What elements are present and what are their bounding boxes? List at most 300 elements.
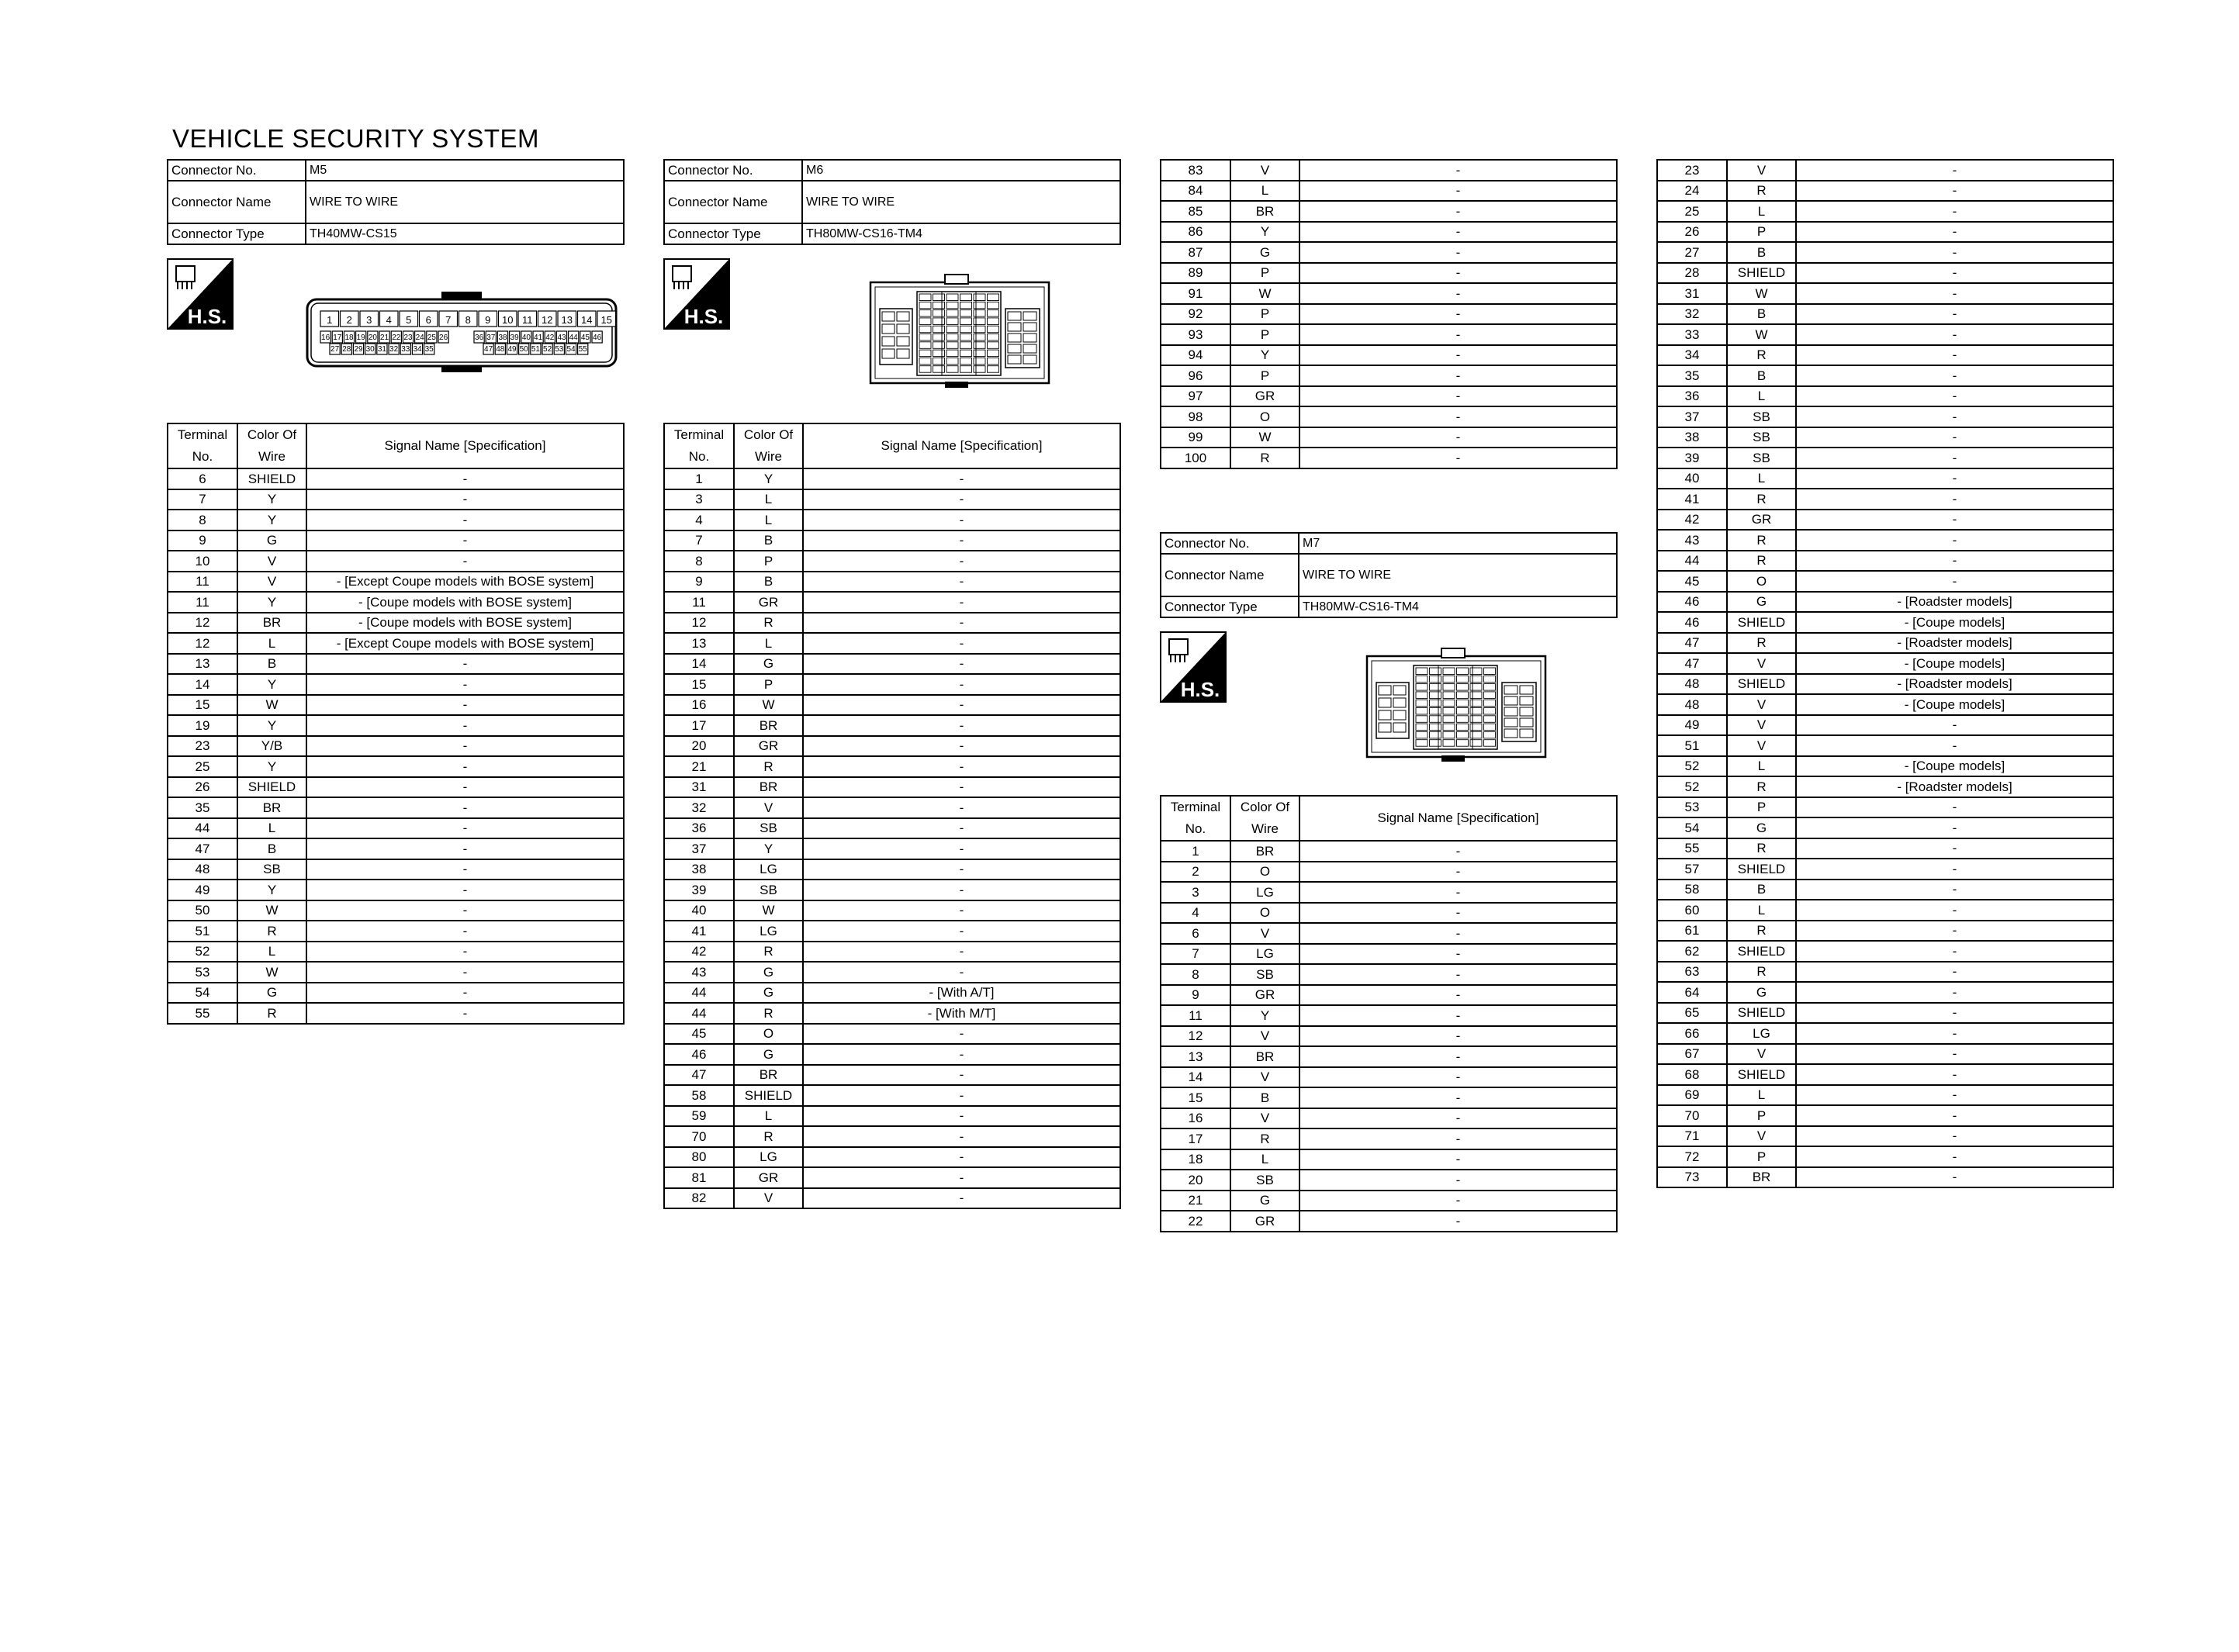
wire-color-cell: Y <box>237 756 306 777</box>
wire-color-cell: W <box>1230 427 1299 448</box>
pin-cavity <box>1443 708 1455 715</box>
wire-color-cell: V <box>734 797 803 818</box>
pin-cavity <box>1379 686 1391 695</box>
pin-cavity <box>974 342 985 349</box>
terminal-no-cell: 39 <box>664 880 734 900</box>
pin-number: 48 <box>496 345 505 354</box>
terminal-no-cell: 28 <box>1657 263 1727 284</box>
terminal-no-cell: 21 <box>1161 1191 1230 1211</box>
signal-name-cell: - <box>803 1106 1120 1127</box>
pin-cavity <box>933 334 945 341</box>
terminal-no-cell: 44 <box>664 983 734 1004</box>
table-row <box>1657 817 2113 838</box>
wire-color-cell: GR <box>1230 386 1299 407</box>
wire-color-cell: G <box>1727 817 1796 838</box>
table-row <box>1657 551 2113 572</box>
terminal-no-cell: 13 <box>1161 1046 1230 1067</box>
wire-color-cell: BR <box>734 777 803 798</box>
table-row <box>1657 880 2113 900</box>
terminal-no-cell: 47 <box>168 838 237 859</box>
m6-connector-diagram <box>869 271 1050 393</box>
wire-color-cell: G <box>1230 1191 1299 1211</box>
table-row <box>1657 201 2113 222</box>
wire-color-cell: V <box>1230 160 1299 181</box>
terminal-no-cell: 21 <box>664 756 734 777</box>
pin-number: 3 <box>366 314 372 326</box>
pin-cavity <box>946 342 958 349</box>
table-row <box>1161 427 1617 448</box>
m6-terminal-table <box>663 423 1121 1209</box>
terminal-no-cell: 11 <box>168 592 237 613</box>
pin-number: 23 <box>403 334 413 342</box>
connector-type-label: Connector Type <box>168 223 306 244</box>
pin-cavity <box>1443 724 1455 731</box>
pin-cavity <box>1470 668 1482 675</box>
m6-connector-no: M6 <box>802 160 1120 181</box>
wire-color-cell: L <box>734 489 803 510</box>
table-row <box>664 489 1120 510</box>
terminal-no-cell: 20 <box>664 736 734 757</box>
table-row <box>1657 838 2113 859</box>
signal-name-cell: - <box>1796 571 2113 592</box>
wire-color-cell: B <box>1727 304 1796 325</box>
wire-color-cell: V <box>237 551 306 572</box>
terminal-no-cell: 67 <box>1657 1044 1727 1065</box>
m5-terminal-table <box>167 423 625 1025</box>
wire-color-cell: SHIELD <box>1727 1064 1796 1085</box>
terminal-no-cell: 25 <box>168 756 237 777</box>
pin-cavity <box>1416 692 1427 699</box>
signal-name-cell: - <box>306 859 624 880</box>
terminal-no-cell: 69 <box>1657 1085 1727 1106</box>
pin-cavity <box>1443 740 1455 747</box>
table-row <box>168 674 624 695</box>
table-row <box>1657 674 2113 695</box>
table-row <box>1657 181 2113 202</box>
terminal-no-cell: 44 <box>1657 551 1727 572</box>
table-row <box>168 838 624 859</box>
signal-name-cell: - <box>803 736 1120 757</box>
pin-number: 40 <box>521 334 531 342</box>
pin-cavity <box>1008 344 1021 353</box>
pin-cavity <box>1520 696 1533 705</box>
table-row <box>168 510 624 531</box>
signal-name-cell: - <box>1796 551 2113 572</box>
signal-name-cell: - <box>306 695 624 716</box>
table-row <box>664 818 1120 839</box>
signal-name-cell: - <box>803 921 1120 942</box>
terminal-no-cell: 68 <box>1657 1064 1727 1085</box>
terminal-no-cell: 49 <box>1657 715 1727 736</box>
signal-name-cell: - <box>1796 715 2113 736</box>
wire-color-cell: R <box>1727 530 1796 551</box>
signal-name-cell: - <box>306 468 624 489</box>
pin-cavity <box>1470 731 1482 738</box>
signal-name-cell: - <box>803 510 1120 531</box>
terminal-no-cell: 39 <box>1657 448 1727 468</box>
table-row <box>664 942 1120 963</box>
table-row <box>664 1024 1120 1045</box>
terminal-no-cell: 50 <box>168 900 237 921</box>
terminal-no-cell: 89 <box>1161 263 1230 284</box>
wire-color-cell: L <box>237 633 306 654</box>
pin-number: 39 <box>510 334 519 342</box>
wire-color-cell: R <box>1727 962 1796 983</box>
table-row <box>664 797 1120 818</box>
wire-color-cell: O <box>734 1024 803 1045</box>
wire-color-cell: P <box>1727 1105 1796 1126</box>
wire-color-cell: SHIELD <box>1727 263 1796 284</box>
pin-cavity <box>1379 723 1391 732</box>
table-row <box>1657 633 2113 654</box>
signal-name-cell: - <box>803 859 1120 880</box>
table-row <box>1657 694 2113 715</box>
table-row <box>664 654 1120 675</box>
signal-name-cell: - <box>803 1126 1120 1147</box>
wire-color-cell: W <box>734 900 803 921</box>
terminal-no-cell: 48 <box>168 859 237 880</box>
wire-color-cell: G <box>734 654 803 675</box>
terminal-no-cell: 34 <box>1657 345 1727 366</box>
pin-number: 35 <box>424 345 434 354</box>
pin-cavity <box>1430 692 1441 699</box>
terminal-no-cell: 54 <box>1657 817 1727 838</box>
pin-cavity <box>1504 707 1517 716</box>
pin-number: 50 <box>519 345 528 354</box>
pin-cavity <box>933 366 945 373</box>
wire-color-cell: R <box>237 1003 306 1024</box>
wire-color-cell: G <box>237 983 306 1004</box>
wire-color-cell: R <box>734 613 803 634</box>
pin-cavity <box>1430 668 1441 675</box>
signal-name-cell: - <box>306 797 624 818</box>
table-row <box>1657 1044 2113 1065</box>
terminal-no-cell: 51 <box>1657 735 1727 756</box>
signal-name-cell: - <box>1299 903 1617 924</box>
table-row <box>664 962 1120 983</box>
wire-color-cell: BR <box>1230 841 1299 862</box>
pin-cavity <box>1457 708 1469 715</box>
terminal-no-cell: 94 <box>1161 345 1230 366</box>
pin-cavity <box>882 349 895 358</box>
pin-cavity <box>1393 723 1406 732</box>
terminal-no-cell: 62 <box>1657 941 1727 962</box>
signal-name-cell: - <box>306 510 624 531</box>
table-row <box>664 1065 1120 1086</box>
pin-cavity <box>1484 716 1496 723</box>
signal-name-cell: - <box>803 818 1120 839</box>
pin-cavity <box>1023 355 1036 364</box>
pin-cavity <box>919 342 931 349</box>
pin-cavity <box>1430 716 1441 723</box>
pin-cavity <box>1023 344 1036 353</box>
pin-cavity <box>1457 740 1469 747</box>
signal-name-cell: - <box>1796 448 2113 468</box>
pin-cavity <box>1470 676 1482 683</box>
connector-no-label: Connector No. <box>168 160 306 181</box>
table-row <box>168 572 624 593</box>
terminal-no-cell: 25 <box>1657 201 1727 222</box>
connector-latch <box>1441 755 1465 762</box>
wire-color-cell: B <box>1727 242 1796 263</box>
table-row <box>664 1003 1120 1024</box>
terminal-no-cell: 11 <box>168 572 237 593</box>
terminal-no-cell: 54 <box>168 983 237 1004</box>
pin-cavity <box>1443 716 1455 723</box>
signal-name-cell: - <box>1796 201 2113 222</box>
wire-color-cell: LG <box>734 1147 803 1168</box>
wire-color-cell: B <box>734 531 803 551</box>
wire-color-cell: GR <box>1727 510 1796 531</box>
table-row <box>1161 345 1617 366</box>
table-row <box>1657 1023 2113 1044</box>
pin-cavity <box>960 366 972 373</box>
signal-name-cell: - <box>803 880 1120 900</box>
pin-cavity <box>1520 686 1533 694</box>
table-row <box>664 551 1120 572</box>
table-row <box>168 962 624 983</box>
signal-name-cell: - <box>1299 160 1617 181</box>
pin-cavity <box>919 358 931 365</box>
pin-number: 51 <box>531 345 540 354</box>
terminal-no-cell: 44 <box>664 1003 734 1024</box>
wire-color-cell: BR <box>237 797 306 818</box>
signal-name-cell: - <box>306 900 624 921</box>
wire-color-cell: LG <box>734 859 803 880</box>
signal-name-cell: - <box>1796 510 2113 531</box>
terminal-no-cell: 8 <box>168 510 237 531</box>
terminal-no-cell: 17 <box>1161 1128 1230 1149</box>
pin-cavity <box>1393 698 1406 707</box>
table-row <box>1161 964 1617 985</box>
wire-color-cell: P <box>1727 222 1796 243</box>
table-row <box>664 572 1120 593</box>
signal-name-cell: - <box>1796 1105 2113 1126</box>
wire-color-cell: B <box>1230 1087 1299 1108</box>
m7-connector-name: WIRE TO WIRE <box>1299 554 1617 596</box>
signal-name-cell: - <box>803 715 1120 736</box>
pin-cavity <box>974 294 985 301</box>
wire-color-cell: V <box>1727 715 1796 736</box>
pin-cavity <box>933 310 945 317</box>
wire-color-cell: V <box>1230 1026 1299 1047</box>
pin-cavity <box>1470 716 1482 723</box>
pin-cavity <box>988 366 999 373</box>
signal-name-cell: - <box>306 654 624 675</box>
pin-number: 26 <box>439 334 448 342</box>
wire-color-cell: R <box>1727 181 1796 202</box>
wire-color-cell: R <box>734 756 803 777</box>
signal-name-cell: - <box>1299 862 1617 883</box>
terminal-no-cell: 72 <box>1657 1146 1727 1167</box>
terminal-no-cell: 3 <box>1161 882 1230 903</box>
signal-name-cell: - <box>803 468 1120 489</box>
wire-color-cell: R <box>1230 448 1299 468</box>
pin-cavity <box>1484 676 1496 683</box>
wire-color-cell: G <box>237 531 306 551</box>
pin-cavity <box>919 310 931 317</box>
table-row <box>1657 530 2113 551</box>
signal-name-cell: - <box>1796 921 2113 942</box>
wire-color-cell: R <box>1727 633 1796 654</box>
pin-cavity <box>1520 707 1533 716</box>
signal-name-cell: - <box>803 592 1120 613</box>
signal-name-cell: - [Coupe models] <box>1796 694 2113 715</box>
signal-name-cell: - <box>1796 1023 2113 1044</box>
pin-cavity <box>897 324 909 334</box>
pin-cavity <box>919 366 931 373</box>
pin-cavity <box>933 350 945 357</box>
pin-cavity <box>919 350 931 357</box>
terminal-no-cell: 98 <box>1161 406 1230 427</box>
m6-connector-name: WIRE TO WIRE <box>802 181 1120 223</box>
pin-cavity <box>1457 731 1469 738</box>
table-row <box>664 531 1120 551</box>
terminal-no-cell: 8 <box>664 551 734 572</box>
table-row <box>1161 201 1617 222</box>
pin-cavity <box>1457 724 1469 731</box>
connector-name-label: Connector Name <box>664 181 802 223</box>
signal-name-cell: - <box>1299 324 1617 345</box>
signal-name-cell: - <box>306 756 624 777</box>
signal-name-cell: - <box>1796 365 2113 386</box>
pin-cavity <box>897 312 909 321</box>
signal-name-cell: - <box>803 1167 1120 1188</box>
signal-name-cell: - <box>1299 427 1617 448</box>
pin-cavity <box>1008 323 1021 331</box>
signal-name-cell: - <box>1299 1046 1617 1067</box>
signal-name-header: Signal Name [Specification] <box>1299 796 1617 841</box>
signal-name-cell: - [Roadster models] <box>1796 674 2113 695</box>
table-row <box>1161 242 1617 263</box>
wire-color-cell: SB <box>1230 1170 1299 1191</box>
signal-name-cell: - <box>1299 1191 1617 1211</box>
terminal-no-cell: 12 <box>168 633 237 654</box>
pin-cavity <box>1443 731 1455 738</box>
signal-name-cell: - [Coupe models] <box>1796 612 2113 633</box>
signal-name-cell: - <box>306 674 624 695</box>
wire-color-cell: L <box>1727 386 1796 407</box>
pin-cavity <box>1484 692 1496 699</box>
terminal-no-cell: 80 <box>664 1147 734 1168</box>
table-row <box>1657 489 2113 510</box>
terminal-no-cell: 9 <box>168 531 237 551</box>
table-row <box>1657 797 2113 818</box>
signal-name-cell: - <box>1299 1108 1617 1129</box>
pin-number: 36 <box>475 334 484 342</box>
terminal-no-cell: 45 <box>1657 571 1727 592</box>
signal-name-cell: - <box>1796 1167 2113 1188</box>
table-row <box>1657 921 2113 942</box>
m5-connector-diagram <box>305 289 618 379</box>
terminal-no-cell: 53 <box>168 962 237 983</box>
terminal-no-cell: 13 <box>664 633 734 654</box>
signal-name-cell: - <box>1299 1170 1617 1191</box>
m6-connector-type: TH80MW-CS16-TM4 <box>802 223 1120 244</box>
pin-cavity <box>960 326 972 333</box>
pin-number: 52 <box>543 345 552 354</box>
signal-name-cell: - <box>1299 923 1617 944</box>
table-row <box>168 736 624 757</box>
pin-cavity <box>1430 708 1441 715</box>
terminal-no-cell: 31 <box>1657 283 1727 304</box>
m5-connector-name: WIRE TO WIRE <box>306 181 624 223</box>
pin-cavity <box>1416 724 1427 731</box>
wire-color-cell: SB <box>1727 406 1796 427</box>
pin-number: 49 <box>507 345 517 354</box>
terminal-no-cell: 6 <box>168 468 237 489</box>
pin-cavity <box>946 334 958 341</box>
table-row <box>1161 1087 1617 1108</box>
signal-name-cell: - <box>306 1003 624 1024</box>
pin-cavity <box>1416 731 1427 738</box>
pin-number: 4 <box>386 314 392 326</box>
signal-name-cell: - <box>306 838 624 859</box>
signal-name-cell: - <box>1796 1085 2113 1106</box>
signal-name-cell: - <box>1299 222 1617 243</box>
terminal-no-cell: 70 <box>1657 1105 1727 1126</box>
terminal-no-cell: 12 <box>664 613 734 634</box>
terminal-no-cell: 46 <box>1657 592 1727 613</box>
terminal-no-cell: 7 <box>1161 944 1230 965</box>
pin-cavity <box>1484 731 1496 738</box>
terminal-no-cell: 4 <box>1161 903 1230 924</box>
signal-name-cell: - [Roadster models] <box>1796 633 2113 654</box>
table-row <box>1657 222 2113 243</box>
terminal-no-cell: 96 <box>1161 365 1230 386</box>
signal-name-cell: - <box>803 900 1120 921</box>
table-row <box>1161 160 1617 181</box>
pin-cavity <box>946 318 958 325</box>
terminal-no-cell: 17 <box>664 715 734 736</box>
signal-name-cell: - <box>1796 386 2113 407</box>
wire-color-cell: GR <box>734 736 803 757</box>
pin-cavity <box>946 310 958 317</box>
pin-cavity <box>1416 668 1427 675</box>
terminal-no-cell: 37 <box>664 838 734 859</box>
terminal-no-cell: 65 <box>1657 1003 1727 1024</box>
pin-cavity <box>933 326 945 333</box>
terminal-no-cell: 52 <box>1657 756 1727 777</box>
connector-name-label: Connector Name <box>168 181 306 223</box>
wire-color-cell: P <box>1230 365 1299 386</box>
terminal-no-cell: 38 <box>1657 427 1727 448</box>
table-row <box>664 756 1120 777</box>
connector-latch <box>1441 648 1465 658</box>
pin-cavity <box>933 318 945 325</box>
pin-number: 55 <box>578 345 587 354</box>
pin-cavity <box>974 350 985 357</box>
terminal-no-cell: 70 <box>664 1126 734 1147</box>
table-row <box>1161 1005 1617 1026</box>
terminal-no-cell: 32 <box>1657 304 1727 325</box>
wire-color-cell: R <box>734 1003 803 1024</box>
terminal-no-cell: 81 <box>664 1167 734 1188</box>
wire-color-cell: V <box>1230 1067 1299 1088</box>
pin-number: 32 <box>389 345 399 354</box>
signal-name-cell: - <box>306 962 624 983</box>
terminal-no-cell: 87 <box>1161 242 1230 263</box>
table-row <box>168 880 624 900</box>
table-row <box>664 1126 1120 1147</box>
wire-color-cell: BR <box>1230 201 1299 222</box>
signal-name-cell: - <box>1299 964 1617 985</box>
terminal-no-cell: 14 <box>1161 1067 1230 1088</box>
pin-cavity <box>1430 676 1441 683</box>
pin-cavity <box>919 302 931 309</box>
pin-cavity <box>933 358 945 365</box>
pin-cavity <box>1008 312 1021 320</box>
